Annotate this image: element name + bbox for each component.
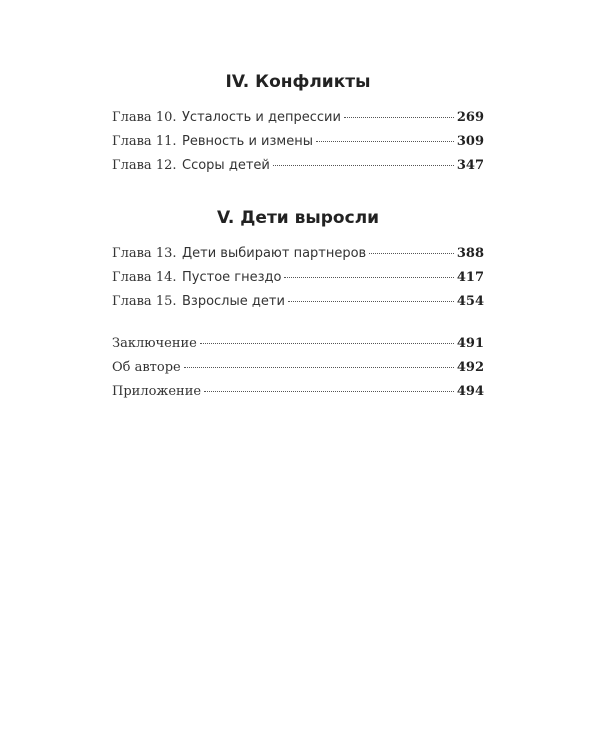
page-number: 388 [456, 246, 484, 261]
chapter-title: Взрослые дети [182, 294, 285, 309]
chapter-number: Глава 12. [112, 158, 177, 173]
toc-entry [112, 294, 484, 318]
chapter-number: Глава 14. [112, 270, 177, 285]
extra-title: Заключение [112, 336, 197, 351]
dot-leader [184, 367, 454, 368]
chapter-number: Глава 10. [112, 110, 177, 125]
extra-title: Приложение [112, 384, 202, 399]
chapter-title: Ревность и измены [182, 134, 313, 149]
page-number: 454 [456, 294, 484, 309]
section-title: IV. Конфликты [225, 72, 371, 92]
toc-entry [112, 246, 484, 270]
page-number: 269 [456, 110, 484, 125]
dot-leader [288, 301, 454, 302]
page-number: 347 [456, 158, 484, 173]
toc-entry [112, 110, 484, 134]
toc-entry [112, 270, 484, 294]
dot-leader [204, 391, 454, 392]
chapter-number: Глава 11. [112, 134, 177, 149]
dot-leader [284, 277, 453, 278]
page-number: 417 [456, 270, 484, 285]
dot-leader [344, 117, 454, 118]
chapter-title: Ссоры детей [182, 158, 270, 173]
dot-leader [369, 253, 454, 254]
page-number: 491 [456, 336, 484, 351]
chapter-number: Глава 15. [112, 294, 177, 309]
extra-title: Об авторе [112, 360, 181, 375]
dot-leader [316, 141, 454, 142]
toc-content [112, 72, 484, 408]
page-number: 494 [456, 384, 484, 399]
toc-extras [112, 336, 484, 408]
toc-entry [112, 384, 484, 408]
toc-section-v [112, 208, 484, 318]
section-title: V. Дети выросли [216, 208, 380, 228]
chapter-title: Дети выбирают партнеров [182, 246, 367, 261]
chapter-number: Глава 13. [112, 246, 177, 261]
toc-entry [112, 360, 484, 384]
chapter-title: Усталость и депрессии [182, 110, 341, 125]
chapter-title: Пустое гнездо [182, 270, 282, 285]
toc-entry [112, 336, 484, 360]
toc-entry [112, 134, 484, 158]
page-number: 492 [456, 360, 484, 375]
toc-entry [112, 158, 484, 182]
toc-section-iv [112, 72, 484, 182]
page-number: 309 [456, 134, 484, 149]
dot-leader [200, 343, 454, 344]
dot-leader [273, 165, 454, 166]
